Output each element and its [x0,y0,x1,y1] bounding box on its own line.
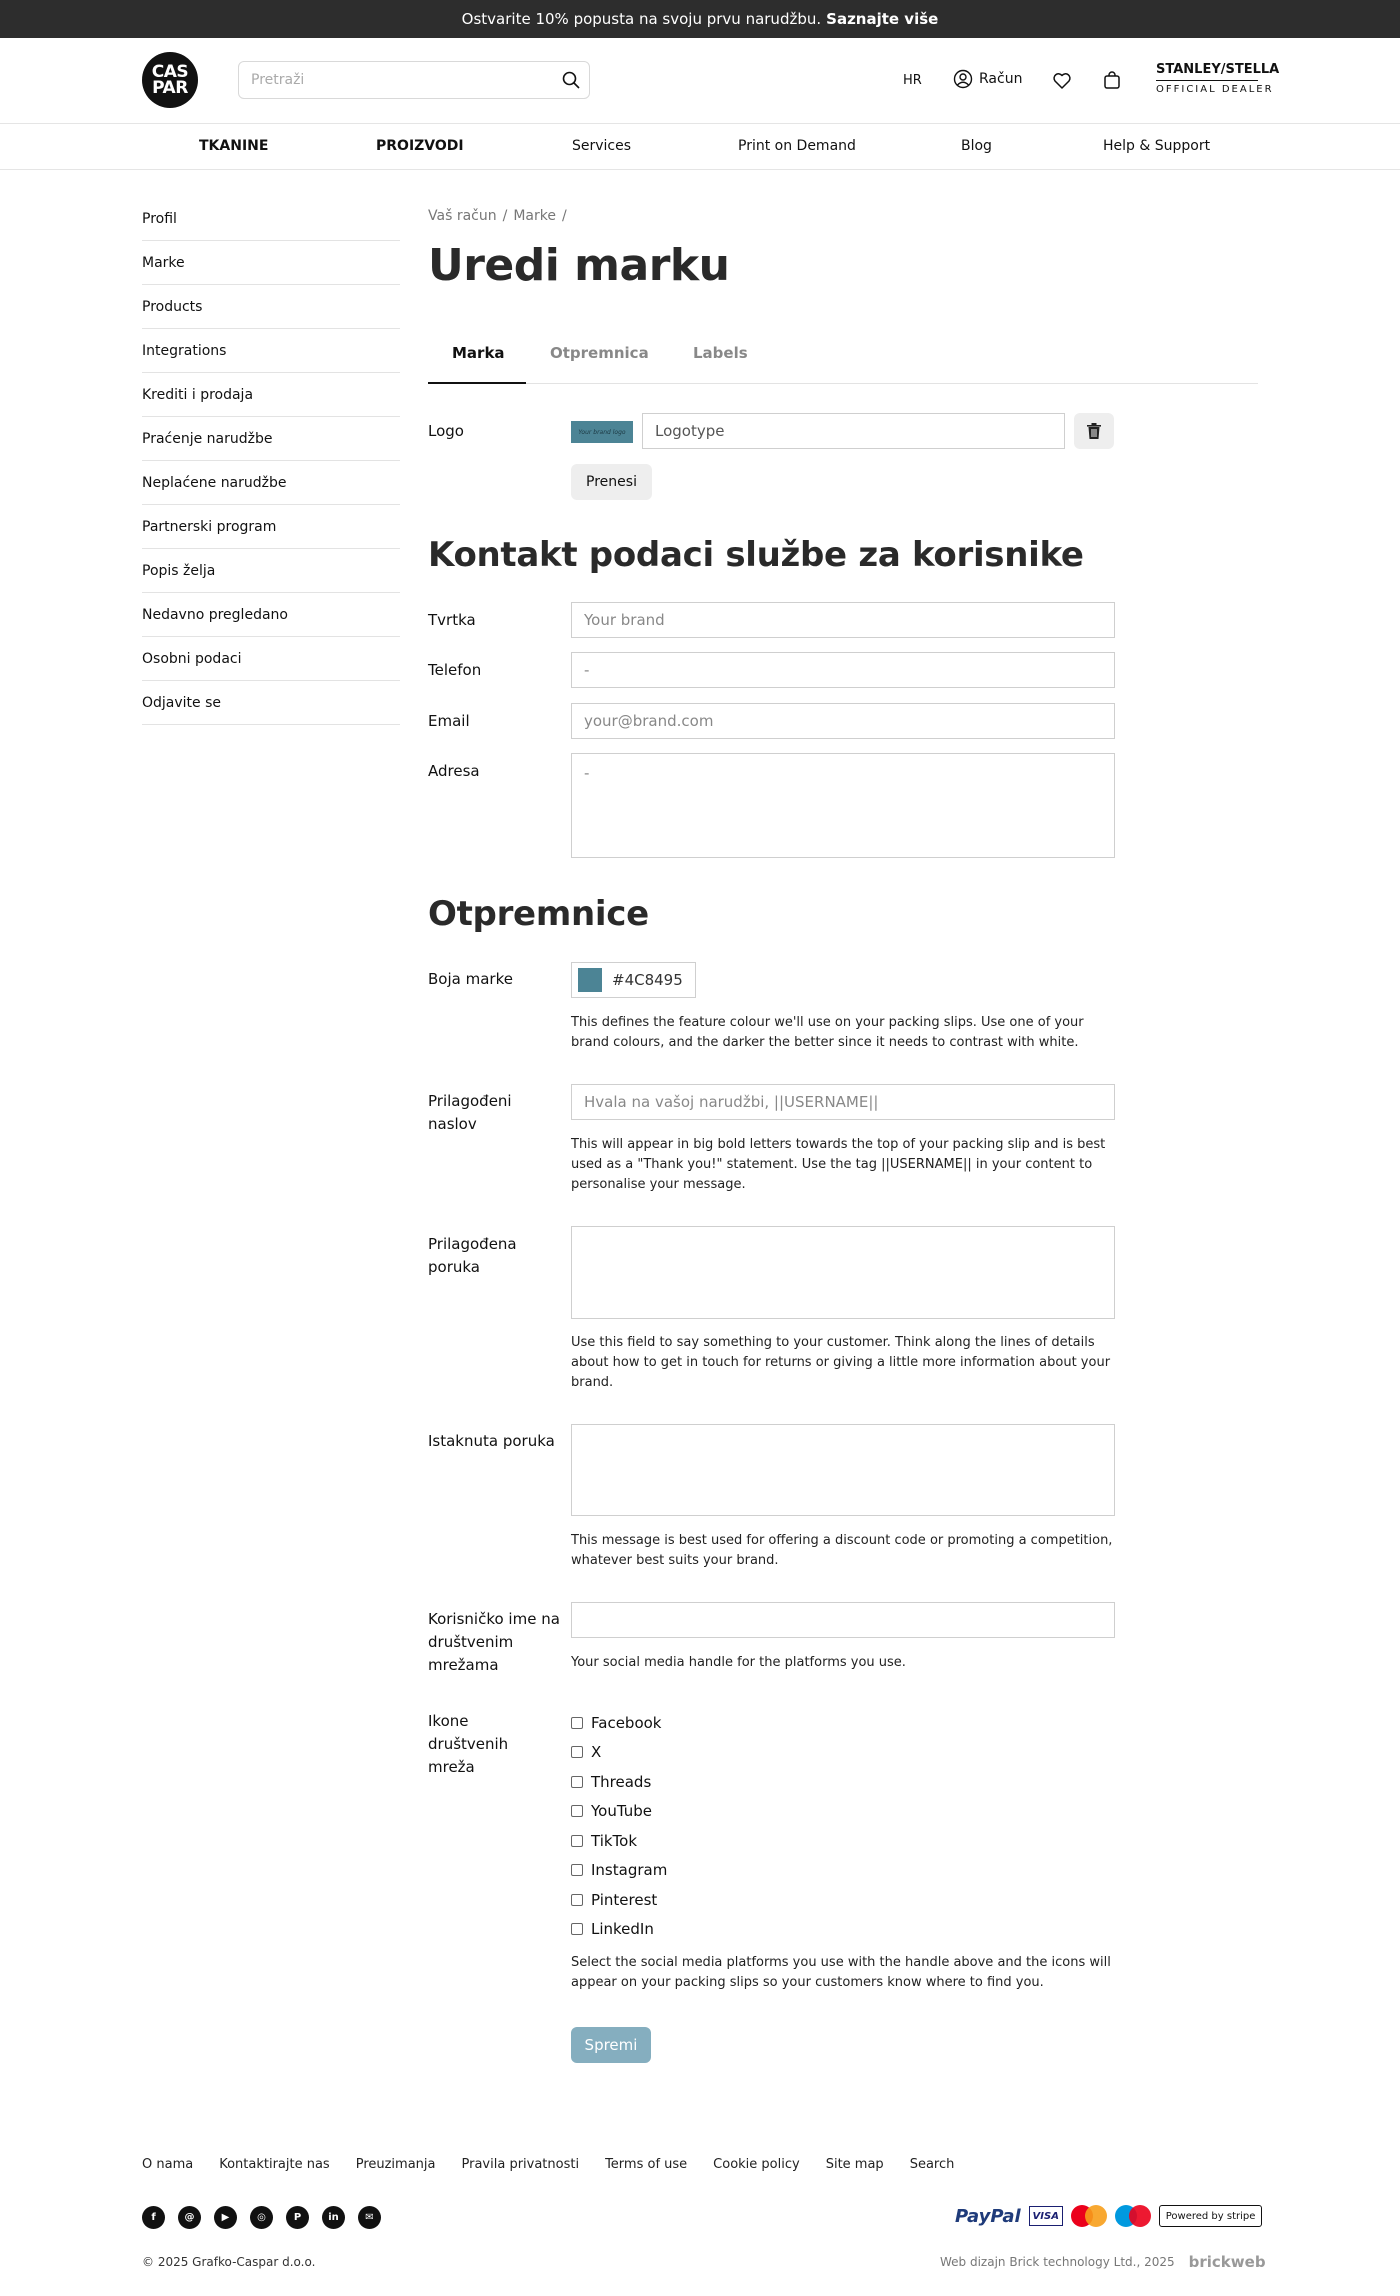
social-handle-help: Your social media handle for the platforms you use. [571,1655,906,1670]
address-label: Adresa [428,762,480,780]
brand-color-value: #4C8495 [612,971,683,989]
phone-input[interactable] [571,652,1115,688]
payment-methods [955,2205,1262,2227]
copyright: © 2025 Grafko-Caspar d.o.o. [142,2255,316,2269]
checkbox-box[interactable] [571,1894,583,1906]
checkbox-label: Instagram [591,1861,668,1880]
highlight-message-textarea[interactable] [571,1424,1115,1516]
stanley-stella-dealer-badge[interactable] [1156,62,1280,95]
checkbox-box[interactable] [571,1864,583,1876]
main-nav [0,124,1400,170]
checkbox-instagram[interactable] [571,1856,667,1886]
custom-message-help: Use this field to say something to your customer. Think along the lines of details about how to get in touch for returns or giving a little more information about your brand. [571,1335,1111,1390]
logo-filename: Logotype [655,422,725,440]
user-icon [953,69,973,89]
brand-color-label: Boja marke [428,970,513,988]
logo-line-1: CAS [151,62,189,82]
breadcrumb-account[interactable]: Vaš račun [428,208,497,224]
brand-color-picker[interactable] [571,962,696,998]
sidebar-item-order-tracking[interactable]: Praćenje narudžbe [142,417,400,461]
footer-link-sitemap[interactable]: Site map [825,2157,884,2172]
save-button[interactable]: Spremi [571,2027,651,2063]
custom-title-label: Prilagođeni naslov [428,1092,512,1133]
custom-message-label: Prilagođena poruka [428,1235,517,1276]
checkbox-label: Threads [591,1772,652,1791]
facebook-icon[interactable]: f [142,2206,165,2229]
social-platform-checklist [571,1708,667,1944]
footer-social-icons [142,2206,381,2229]
maestro-icon [1115,2205,1151,2227]
nav-help-support[interactable]: Help & Support [1103,138,1211,154]
tab-otpremnica[interactable]: Otpremnica [550,344,649,362]
social-icons-label: Ikone društvenih mreža [428,1712,509,1776]
checkbox-box[interactable] [571,1835,583,1847]
delete-logo-button[interactable] [1074,413,1114,449]
threads-icon[interactable]: @ [178,2206,201,2229]
contact-section-title: Kontakt podaci službe za korisnike [428,535,1084,575]
checkbox-pinterest[interactable] [571,1885,667,1915]
breadcrumb-brands[interactable]: Marke [513,208,556,224]
brickweb-logo[interactable]: brickweb [1188,2253,1266,2271]
linkedin-icon[interactable]: in [322,2206,345,2229]
packing-section-title: Otpremnice [428,894,649,934]
logo-label: Logo [428,422,464,440]
checkbox-facebook[interactable] [571,1708,667,1738]
sidebar-item-products[interactable]: Products [142,285,400,329]
email-label: Email [428,712,470,730]
highlight-message-label: Istaknuta poruka [428,1432,555,1450]
brand-color-help: This defines the feature colour we'll use on your packing slips. Use one of your brand colours, and the darker the better since it needs to contrast with white. [571,1015,1084,1050]
mastercard-icon [1071,2205,1107,2227]
sidebar-item-unpaid-orders[interactable]: Neplaćene narudžbe [142,461,400,505]
social-icons-help: Select the social media platforms you use with the handle above and the icons will appear on your packing slips so your customers know where to find you. [571,1955,1111,1990]
heart-icon[interactable] [1052,71,1072,91]
tab-marka[interactable]: Marka [452,344,505,362]
caspar-logo[interactable] [142,52,198,108]
tab-labels[interactable]: Labels [693,344,748,362]
account-link[interactable] [953,69,1022,89]
logo-line-2: PAR [152,78,188,98]
paypal-logo: PayPal [955,2205,1021,2227]
footer-link-privacy[interactable]: Pravila privatnosti [461,2157,580,2172]
account-sidebar [142,197,400,725]
sidebar-item-recently-viewed[interactable]: Nedavno pregledano [142,593,400,637]
checkbox-label: YouTube [591,1802,652,1821]
logo-filename-field [642,413,1065,449]
sidebar-item-integrations[interactable]: Integrations [142,329,400,373]
email-input[interactable] [571,703,1115,739]
search-input[interactable] [239,62,539,98]
checkbox-label: X [591,1743,602,1762]
dealer-brand: STANLEY/STELLA [1156,62,1258,81]
language-selector[interactable]: HR [903,73,922,88]
checkbox-tiktok[interactable] [571,1826,667,1856]
sidebar-item-wishlist[interactable]: Popis želja [142,549,400,593]
custom-title-help: This will appear in big bold letters towards the top of your packing slip and is best used as a "Thank you!" statement. Use the tag ||USERNAME|| in your content to personalise your message. [571,1137,1106,1192]
checkbox-box[interactable] [571,1923,583,1935]
nav-proizvodi[interactable]: PROIZVODI [376,138,464,154]
checkbox-label: LinkedIn [591,1920,654,1939]
company-input[interactable] [571,602,1115,638]
announcement-bar [0,0,1400,38]
footer-links [142,2157,980,2172]
credit-text[interactable]: Web dizajn Brick technology Ltd., 2025 [940,2255,1175,2269]
sidebar-item-marke[interactable]: Marke [142,241,400,285]
search-icon[interactable] [561,70,581,90]
web-design-credit [940,2253,1266,2271]
page-title: Uredi marku [428,240,730,291]
youtube-icon[interactable]: ▶ [214,2206,237,2229]
brand-logo-thumbnail [571,421,633,443]
sidebar-item-credits[interactable]: Krediti i prodaja [142,373,400,417]
phone-label: Telefon [428,661,482,679]
checkbox-linkedin[interactable] [571,1915,667,1945]
sidebar-item-partner-program[interactable]: Partnerski program [142,505,400,549]
trash-icon [1086,422,1102,440]
email-icon[interactable]: ✉ [358,2206,381,2229]
checkbox-label: Pinterest [591,1890,658,1909]
active-tab-indicator [428,382,526,384]
company-label: Tvrtka [428,611,476,629]
checkbox-x[interactable] [571,1738,667,1768]
address-textarea[interactable] [571,753,1115,858]
checkbox-youtube[interactable] [571,1797,667,1827]
nav-tkanine[interactable]: TKANINE [199,138,269,154]
sidebar-item-personal-data[interactable]: Osobni podaci [142,637,400,681]
site-header [0,38,1400,124]
nav-blog[interactable]: Blog [961,138,992,154]
social-handle-input[interactable] [571,1602,1115,1638]
visa-logo: VISA [1029,2206,1063,2226]
announcement-link[interactable]: Saznajte više [826,10,939,28]
footer-link-about[interactable]: O nama [142,2157,194,2172]
breadcrumb: Vaš račun / Marke / [428,208,567,224]
announcement-text: Ostvarite 10% popusta na svoju prvu narudžbu. [461,10,822,28]
shopping-bag-icon[interactable] [1102,70,1122,90]
stripe-badge: Powered by stripe [1159,2205,1263,2227]
sidebar-item-logout[interactable]: Odjavite se [142,681,400,725]
nav-print-on-demand[interactable]: Print on Demand [738,138,856,154]
instagram-icon[interactable]: ◎ [250,2206,273,2229]
footer-link-contact[interactable]: Kontaktirajte nas [219,2157,330,2172]
logo-thumb-text: Your brand logo [578,428,626,436]
account-label: Račun [979,71,1023,87]
search-box [238,61,590,99]
brand-color-swatch [578,968,602,992]
brand-tabs [428,326,1258,384]
custom-message-textarea[interactable] [571,1226,1115,1319]
footer-link-cookies[interactable]: Cookie policy [713,2157,800,2172]
checkbox-box[interactable] [571,1776,583,1788]
footer-link-search[interactable]: Search [909,2157,955,2172]
upload-button[interactable]: Prenesi [571,464,652,500]
checkbox-label: Facebook [591,1713,662,1732]
nav-services[interactable]: Services [572,138,632,154]
footer-link-downloads[interactable]: Preuzimanja [355,2157,436,2172]
checkbox-label: TikTok [591,1831,638,1850]
social-handle-label: Korisničko ime na društvenim mrežama [428,1610,560,1674]
highlight-message-help: This message is best used for offering a discount code or promoting a competition, whatever best suits your brand. [571,1533,1113,1568]
sidebar-item-profil[interactable]: Profil [142,197,400,241]
custom-title-input[interactable] [571,1084,1115,1120]
checkbox-box[interactable] [571,1805,583,1817]
footer-link-terms[interactable]: Terms of use [605,2157,688,2172]
checkbox-box[interactable] [571,1746,583,1758]
pinterest-icon[interactable]: P [286,2206,309,2229]
checkbox-threads[interactable] [571,1767,667,1797]
dealer-tag: OFFICIAL DEALER [1156,84,1274,95]
checkbox-box[interactable] [571,1717,583,1729]
